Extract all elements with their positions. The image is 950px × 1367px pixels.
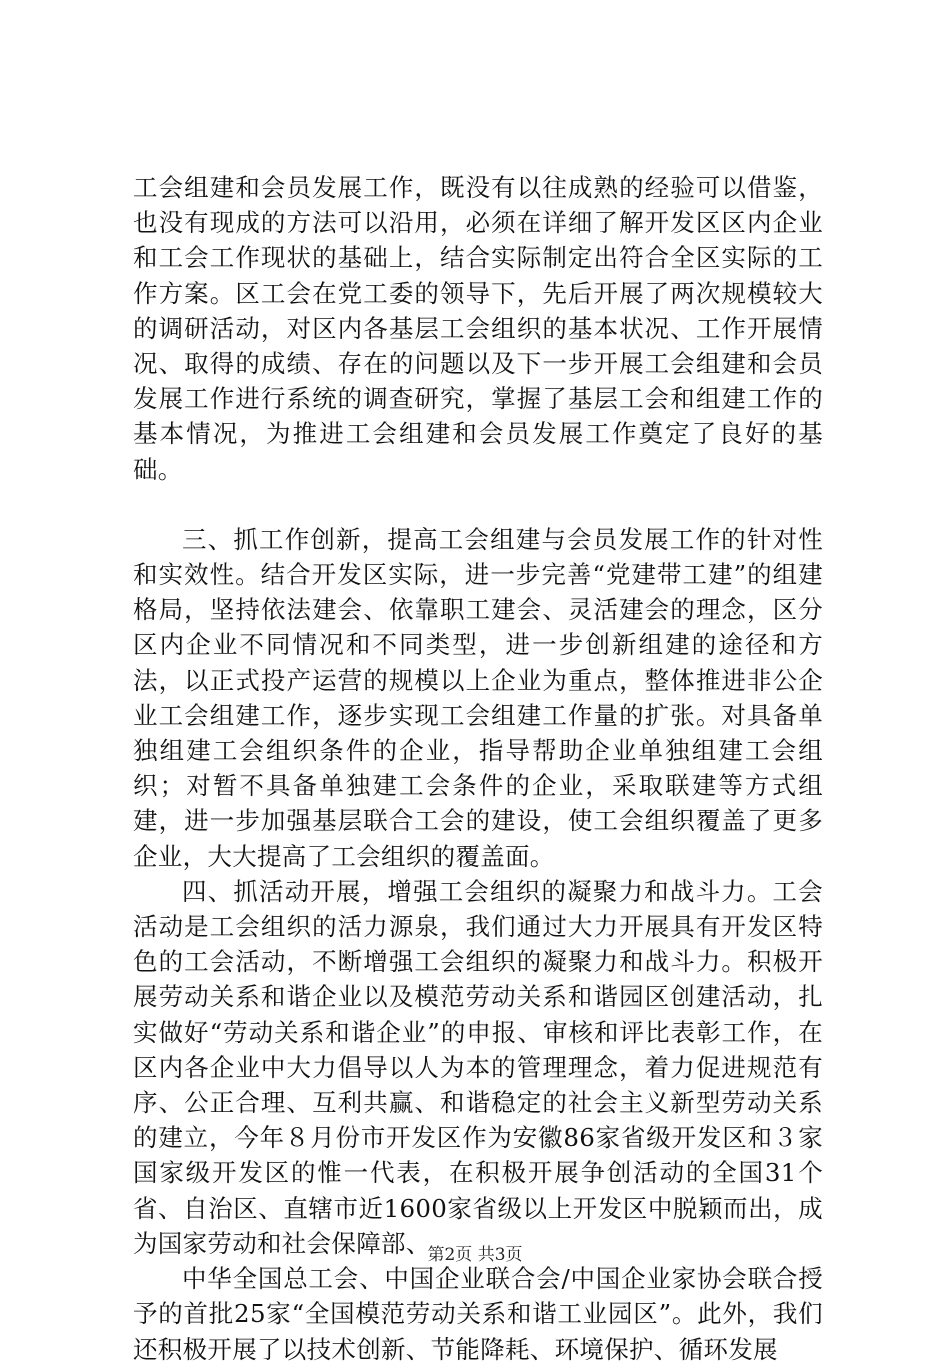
page-footer-page-number: 第2页 共3页 bbox=[427, 1245, 523, 1265]
paragraph-union-setup-research: 工会组建和会员发展工作，既没有以往成熟的经验可以借鉴，也没有现成的方法可以沿用，必须在详细了解开发区区内企业和工会工作现状的基础上，结合实际制定出符合全区实际的工作方案。区工会在党工委的领导下，先后开展了两次规模较大的调研活动，对区内各基层工会组织的基本状况、工作开展情况、取得的成绩、存在的问题以及下一步开展工会组建和会员发展工作进行系统的调查研究，掌握了基层工会和组建工作的基本情况，为推进工会组建和会员发展工作奠定了良好的基础。 bbox=[133, 173, 823, 484]
document-body bbox=[133, 170, 823, 1367]
paragraph-section-three-innovation: 三、抓工作创新，提高工会组建与会员发展工作的针对性和实效性。结合开发区实际，进一步完善“党建带工建”的组建格局，坚持依法建会、依靠职工建会、灵活建会的理念，区分区内企业不同情况和不同类型，进一步创新组建的途径和方法，以正式投产运营的规模以上企业为重点，整体推进非公企业工会组建工作，逐步实现工会组建工作量的扩张。对具备单独组建工会组织条件的企业，指导帮助企业单独组建工会组织；对暂不具备单独建工会条件的企业，采取联建等方式组建，进一步加强基层联合工会的建设，使工会组织覆盖了更多企业，大大提高了工会组织的覆盖面。 bbox=[133, 524, 823, 871]
paragraph-section-four-activities: 四、抓活动开展，增强工会组织的凝聚力和战斗力。工会活动是工会组织的活力源泉，我们通过大力开展具有开发区特色的工会活动，不断增强工会组织的凝聚力和战斗力。积极开展劳动关系和谐企业以及模范劳动关系和谐园区创建活动，扎实做好“劳动关系和谐企业”的申报、审核和评比表彰工作，在区内各企业中大力倡导以人为本的管理理念，着力促进规范有序、公正合理、互利共赢、和谐稳定的社会主义新型劳动关系的建立，今年８月份市开发区作为安徽86家省级开发区和３家国家级开发区的惟一代表，在积极开展争创活动的全国31个省、自治区、直辖市近1600家省级以上开发区中脱颖而出，成为国家劳动和社会保障部、 bbox=[133, 876, 823, 1258]
paragraph-national-award: 中华全国总工会、中国企业联合会/中国企业家协会联合授予的首批25家“全国模范劳动关系和谐工业园区”。此外，我们还积极开展了以技术创新、节能降耗、环境保护、循环发展 bbox=[133, 1264, 823, 1364]
